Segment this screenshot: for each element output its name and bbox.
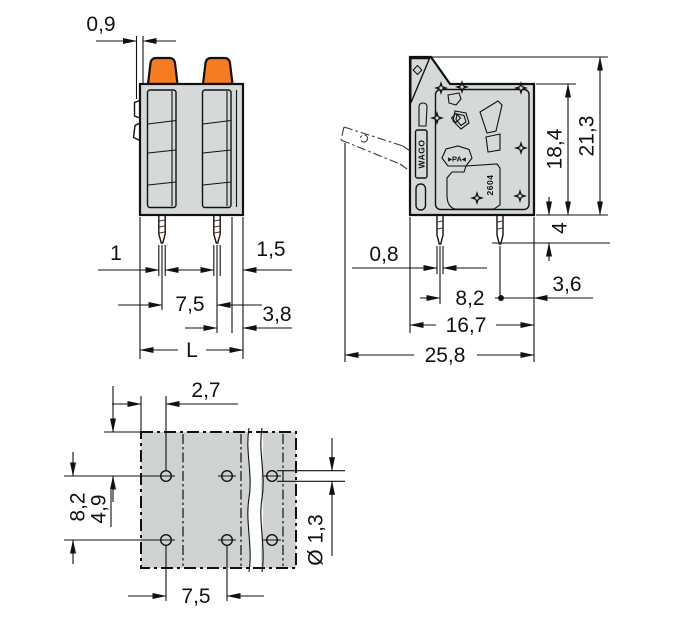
dim-label-pin-width: 1 — [110, 242, 122, 265]
dim-edge-to-first-row — [88, 386, 113, 527]
dim-housing-height — [544, 84, 568, 215]
dim-pin-width — [98, 242, 214, 270]
dim-label-hole-col-pitch: 7,5 — [181, 585, 211, 608]
dim-housing-depth — [410, 314, 534, 337]
dim-label-housing-height: 18,4 — [543, 128, 567, 170]
dim-latch-depth — [86, 13, 176, 41]
dim-label-latch-depth: 0,9 — [86, 13, 116, 36]
dim-overall-height — [576, 57, 600, 215]
wago-logo-text: WAGO — [416, 139, 427, 169]
dim-label-overall-height: 21,3 — [575, 115, 599, 157]
housing-side — [410, 57, 534, 215]
solder-pin-side-front — [437, 215, 443, 244]
dim-label-pin-to-edge-front: 3,8 — [262, 303, 292, 326]
push-button-left — [148, 58, 178, 84]
footprint-body — [141, 432, 296, 568]
dim-overall-width — [140, 339, 243, 362]
dim-label-edge-to-hole-col: 2,7 — [191, 379, 221, 402]
dim-pin-to-rear-edge — [534, 273, 593, 298]
dim-label-overall-depth: 25,8 — [424, 344, 466, 367]
dim-dot — [498, 295, 504, 301]
dim-edge-to-hole-col — [112, 379, 238, 404]
dim-label-edge-to-first-row: 4,9 — [87, 494, 111, 524]
clamp-lever-phantom — [341, 127, 410, 169]
dim-label-pin-length: 4 — [548, 222, 572, 234]
dim-label-pin-thickness: 0,8 — [369, 243, 399, 266]
dim-label-overall-width: L — [186, 339, 198, 362]
solder-pin-side-rear — [497, 215, 503, 244]
pa-marking-text: ▸PA◂ — [448, 154, 466, 164]
dim-edge-clearance — [243, 238, 292, 270]
dim-hole-diameter — [305, 438, 332, 566]
dim-hole-row-pitch — [67, 452, 90, 564]
dim-label-edge-clearance: 1,5 — [256, 238, 286, 261]
dim-label-pin-to-rear-edge: 3,6 — [552, 273, 582, 296]
dim-pin-thickness — [352, 243, 487, 268]
dim-label-pin-pitch-front: 7,5 — [175, 293, 205, 316]
solder-pin-front-right — [214, 215, 220, 243]
solder-pin-front-left — [159, 215, 165, 243]
push-button-right — [203, 58, 233, 84]
dim-overall-depth — [345, 344, 534, 367]
dim-label-hole-diameter: Ø 1,3 — [304, 514, 328, 566]
dim-hole-col-pitch — [128, 585, 264, 608]
series-number: 2604 — [485, 174, 495, 196]
dim-label-pin-row-pitch: 8,2 — [455, 287, 485, 310]
side-view — [341, 57, 610, 367]
dim-label-housing-depth: 16,7 — [445, 314, 487, 337]
front-view — [86, 13, 292, 362]
dim-pin-row-pitch — [420, 287, 534, 310]
bottom-view — [64, 379, 345, 608]
dim-label-hole-row-pitch: 8,2 — [66, 492, 90, 522]
